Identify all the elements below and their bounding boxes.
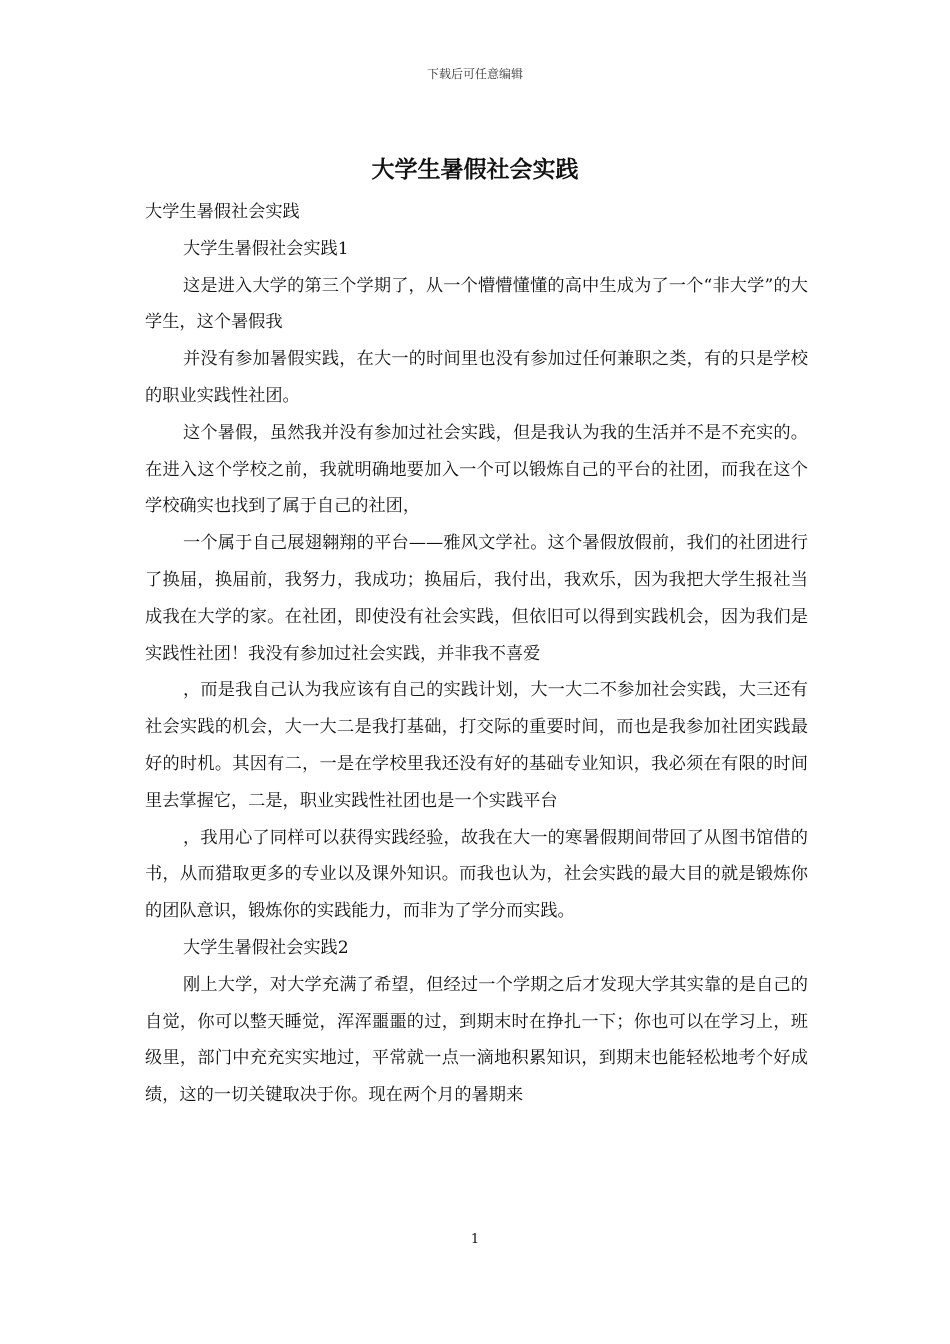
section-heading-2: 大学生暑假社会实践2 <box>183 937 349 958</box>
paragraph: ，而是我自己认为我应该有自己的实践计划，大一大二不参加社会实践，大三还有社会实践的机会，大一大二是我打基础，打交际的重要时间，而也是我参加社团实践最好的时机。其因有二，一是在学校里我还没有好的基础专业知识，我必须在有限的时间里去掌握它，二是，职业实践性社团也是一个实践平台 <box>145 680 808 811</box>
document-title: 大学生暑假社会实践 <box>371 157 579 183</box>
paragraph: 并没有参加暑假实践，在大一的时间里也没有参加过任何兼职之类，有的只是学校的职业实践性社团。 <box>145 349 808 406</box>
paragraph: 刚上大学，对大学充满了希望，但经过一个学期之后才发现大学其实靠的是自己的自觉，你可以整天睡觉，浑浑噩噩的过，到期末时在挣扎一下；你也可以在学习上，班级里，部门中充充实实地过，平常就一点一滴地积累知识，到期末也能轻松地考个好成绩，这的一切关键取决于你。现在两个月的暑期来 <box>145 974 808 1106</box>
document-body <box>145 194 808 1114</box>
paragraph: ，我用心了同样可以获得实践经验，故我在大一的寒暑假期间带回了从图书馆借的书，从而猎取更多的专业以及课外知识。而我也认为，社会实践的最大目的就是锻炼你的团队意识，锻炼你的实践能力，而非为了学分而实践。 <box>145 827 808 922</box>
page-header-note: 下载后可任意编辑 <box>426 67 523 81</box>
section-heading-1: 大学生暑假社会实践1 <box>183 238 349 259</box>
paragraph: 一个属于自己展翅翱翔的平台——雅风文学社。这个暑假放假前，我们的社团进行了换届，换届前，我努力，我成功；换届后，我付出，我欢乐，因为我把大学生报社当成我在大学的家。在社团，即使没有社会实践，但依旧可以得到实践机会，因为我们是实践性社团！我没有参加过社会实践，并非我不喜爱 <box>145 533 808 664</box>
page-number: 1 <box>470 1232 480 1247</box>
paragraph-heading: 大学生暑假社会实践 <box>145 202 300 222</box>
paragraph: 这是进入大学的第三个学期了，从一个懵懵懂懂的高中生成为了一个“非大学”的大学生，这个暑假我 <box>145 275 808 333</box>
paragraph: 这个暑假，虽然我并没有参加过社会实践，但是我认为我的生活并不是不充实的。在进入这个学校之前，我就明确地要加入一个可以锻炼自己的平台的社团，而我在这个学校确实也找到了属于自己的社团， <box>145 422 808 517</box>
